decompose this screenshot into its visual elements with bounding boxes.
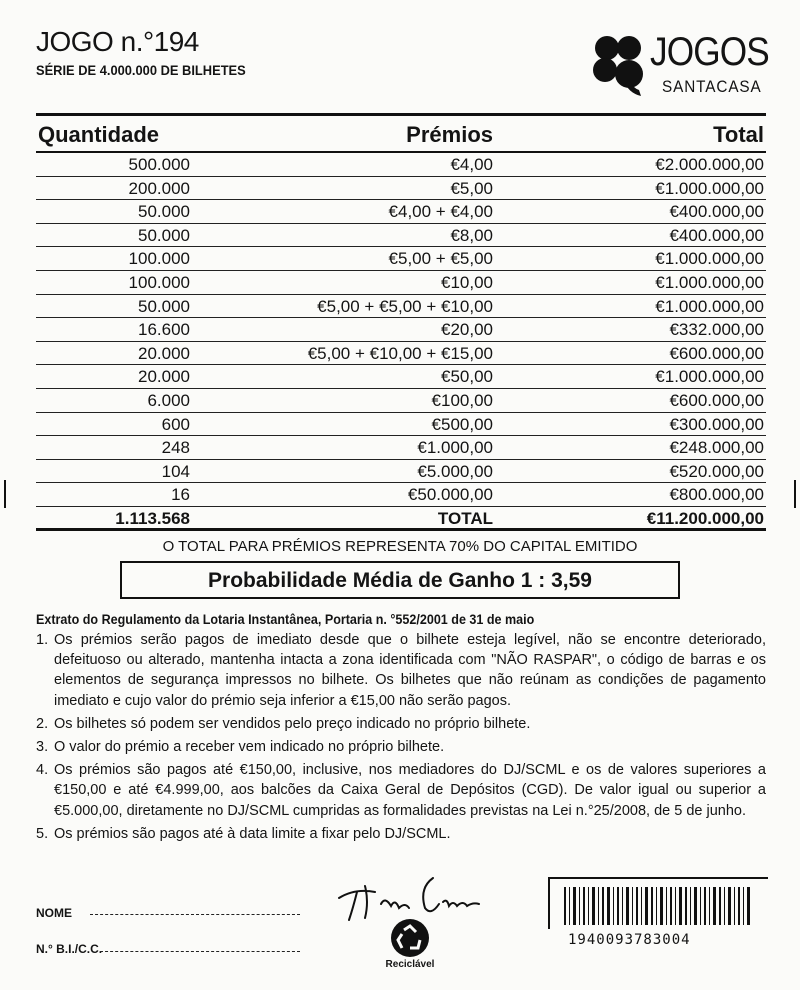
row-quantity: 20.000: [138, 367, 190, 387]
header-total: Total: [713, 122, 764, 147]
rule-text: Os prémios são pagos até à data limite a fixar pelo DJ/SCML.: [54, 825, 451, 842]
table-row: [36, 460, 766, 484]
row-prize: €20,00: [441, 320, 493, 340]
regulation-rules: [36, 630, 766, 847]
rule-number: 5.: [36, 825, 49, 842]
row-total: €1.000.000,00: [655, 296, 764, 316]
table-row: [36, 318, 766, 342]
rule-number: 1.: [36, 632, 49, 648]
row-total: €1.000.000,00: [655, 178, 764, 198]
row-total: €600.000,00: [669, 390, 764, 410]
rule-text: Os prémios são pagos até €150,00, inclusive, nos mediadores do DJ/SCML e os de valores superiores a €150,00 e até €4.999,00, aos balcões da Caixa Geral de Depósitos (CGD). De valor igual ou superior a €5.000,00, diretamente no DJ/SCML cumpridas as formalidades previstas na Lei n.°25/2008, de 5 de junho.: [54, 762, 766, 819]
row-quantity: 500.000: [128, 155, 190, 174]
id-field[interactable]: [100, 951, 300, 952]
total-quantity: 1.113.568: [115, 508, 190, 528]
row-total: €300.000,00: [669, 414, 764, 434]
row-total: €248.000,00: [669, 438, 764, 458]
table-body: [36, 153, 766, 507]
table-row: [36, 436, 766, 460]
prize-table: [36, 113, 766, 531]
barcode-image: [548, 877, 768, 929]
row-total: €520.000,00: [669, 461, 764, 481]
row-prize: €500,00: [431, 414, 493, 434]
rule-item: [36, 630, 766, 711]
row-prize: €5,00 + €10,00 + €15,00: [307, 343, 493, 363]
table-row: [36, 483, 766, 507]
row-quantity: 50.000: [138, 225, 190, 245]
row-quantity: 600: [161, 414, 190, 434]
table-header: [36, 116, 766, 151]
row-prize: €4,00 + €4,00: [388, 202, 493, 222]
table-row: [36, 200, 766, 224]
barcode-number: 1940093783004: [568, 932, 691, 948]
name-field[interactable]: [90, 914, 300, 915]
table-total-row: [36, 507, 766, 531]
total-amount: €11.200.000,00: [646, 508, 764, 528]
rule-item: [36, 737, 766, 757]
recycle-icon: [390, 918, 430, 958]
id-label: N.° B.I./C.C.: [36, 942, 103, 956]
rule-text: Os bilhetes só podem ser vendidos pelo preço indicado no próprio bilhete.: [54, 715, 531, 732]
row-prize: €50,00: [441, 367, 493, 387]
regulation-title: Extrato do Regulamento da Lotaria Instantânea, Portaria n. °552/2001 de 31 de maio: [36, 612, 535, 627]
table-row: [36, 271, 766, 295]
row-quantity: 16: [171, 485, 190, 505]
series-label: SÉRIE DE 4.000.000 DE BILHETES: [36, 62, 246, 78]
table-row: [36, 177, 766, 201]
edge-mark-right: [794, 480, 796, 508]
table-row: [36, 247, 766, 271]
row-total: €332.000,00: [669, 320, 764, 340]
table-row: [36, 295, 766, 319]
rule-text: Os prémios serão pagos de imediato desde que o bilhete esteja legível, não se encontre deteriorado, defeituoso ou alterado, mantenha intacta a zona identificada com "NÃO RASPAR", o código de barras e os elementos de segurança impressos no bilhete. Os bilhetes que não reúnam as condições de pagamento imediato e cujo valor do prémio seja inferior a €15,00 não serão pagos.: [54, 632, 766, 709]
row-total: €600.000,00: [669, 343, 764, 363]
rule-item: [36, 760, 766, 821]
row-prize: €5.000,00: [417, 461, 493, 481]
name-label: NOME: [36, 906, 72, 920]
row-quantity: 248: [161, 438, 190, 458]
row-prize: €5,00 + €5,00: [388, 249, 493, 269]
row-quantity: 104: [161, 461, 190, 481]
row-prize: €100,00: [431, 390, 493, 410]
table-row: [36, 342, 766, 366]
rule-number: 3.: [36, 739, 49, 756]
row-total: €400.000,00: [669, 225, 764, 245]
row-quantity: 6.000: [147, 390, 190, 410]
row-prize: €8,00: [450, 225, 493, 245]
row-prize: €1.000,00: [417, 438, 493, 458]
logo-wordmark: JOGOS: [650, 30, 769, 74]
rule-text: O valor do prémio a receber vem indicado no próprio bilhete.: [54, 739, 445, 756]
row-prize: €50.000,00: [407, 485, 493, 505]
row-quantity: 20.000: [138, 343, 190, 363]
total-label: TOTAL: [437, 508, 493, 528]
row-quantity: 50.000: [138, 296, 190, 316]
row-quantity: 50.000: [138, 202, 190, 222]
row-total: €1.000.000,00: [655, 249, 764, 269]
row-prize: €5,00 + €5,00 + €10,00: [317, 296, 493, 316]
row-total: €2.000.000,00: [655, 155, 764, 174]
rule-number: 4.: [36, 762, 49, 779]
row-prize: €4,00: [450, 155, 493, 174]
row-total: €1.000.000,00: [655, 367, 764, 387]
probability-box: Probabilidade Média de Ganho 1 : 3,59: [120, 561, 680, 599]
barcode-bars: [550, 879, 766, 927]
rule-number: 2.: [36, 715, 49, 732]
table-row: [36, 413, 766, 437]
row-total: €400.000,00: [669, 202, 764, 222]
table-row: [36, 389, 766, 413]
row-quantity: 200.000: [128, 178, 190, 198]
game-title: JOGO n.°194: [36, 26, 199, 57]
row-prize: €5,00: [450, 178, 493, 198]
rule-item: [36, 824, 766, 844]
row-total: €1.000.000,00: [655, 272, 764, 292]
header-premios: Prémios: [406, 122, 493, 147]
logo-subtitle: SANTACASA: [662, 77, 762, 96]
table-row: [36, 153, 766, 177]
row-quantity: 100.000: [128, 272, 190, 292]
table-row: [36, 365, 766, 389]
recycle-label: Reciclável: [385, 959, 435, 970]
header-quantidade: Quantidade: [38, 122, 160, 147]
row-total: €800.000,00: [669, 485, 764, 505]
row-quantity: 100.000: [128, 249, 190, 269]
row-quantity: 16.600: [138, 320, 190, 340]
table-row: [36, 224, 766, 248]
capital-note: O TOTAL PARA PRÉMIOS REPRESENTA 70% DO CAPITAL EMITIDO: [162, 538, 638, 555]
edge-mark-left: [4, 480, 6, 508]
rule-item: [36, 714, 766, 734]
row-prize: €10,00: [441, 272, 493, 292]
